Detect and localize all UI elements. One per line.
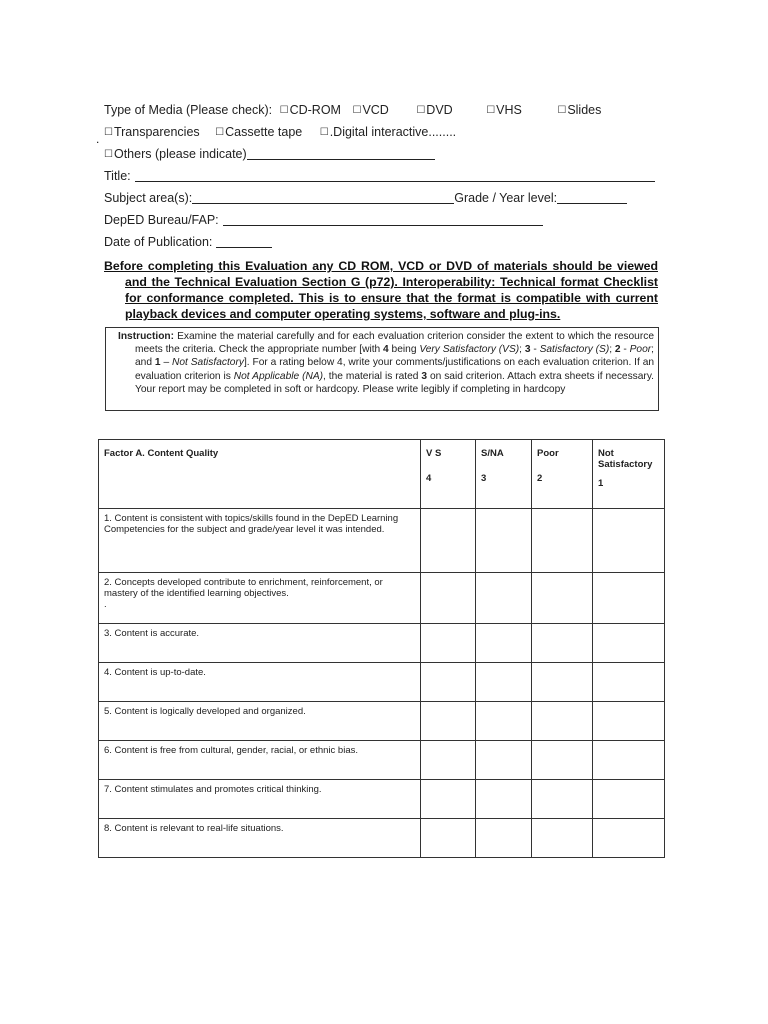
subject-label: Subject area(s): (104, 191, 193, 205)
rating-cell-4[interactable] (421, 624, 476, 663)
grade-field[interactable] (557, 191, 627, 204)
col-vs: V S 4 (421, 440, 476, 509)
criterion-text: 7. Content stimulates and promotes critical thinking. (99, 780, 421, 819)
pub-date-field[interactable] (216, 235, 272, 248)
rating-cell-4[interactable] (421, 702, 476, 741)
instruction-text: Examine the material carefully and for each evaluation criterion consider the extent to which (174, 331, 594, 342)
option-cassette-tape[interactable]: ☐Cassette tape (215, 125, 303, 139)
title-field[interactable] (135, 169, 655, 182)
col-poor: Poor 2 (532, 440, 593, 509)
instruction-text: the resource meets the criteria. Check the appropriate number [with (135, 331, 654, 356)
rating-label: Satisfactory (S) (539, 344, 610, 356)
rating-cell-2[interactable] (532, 663, 593, 702)
table-row (99, 819, 665, 858)
instruction-text: ; (609, 344, 615, 356)
subject-field[interactable] (192, 191, 454, 204)
media-type-label: Type of Media (Please check): (104, 103, 273, 117)
instruction-text: ]. For a rating below 4, write your comments/justifications on each evaluation criterion. If an evaluation criterion is (135, 357, 655, 382)
rating-cell-1[interactable] (593, 819, 665, 858)
rating-cell-1[interactable] (593, 780, 665, 819)
option-cd-rom[interactable]: ☐CD-ROM (279, 103, 341, 117)
rating-cell-3[interactable] (476, 819, 532, 858)
rating-cell-1[interactable] (593, 624, 665, 663)
rating-number: 3 (524, 344, 531, 356)
rating-cell-3[interactable] (476, 624, 532, 663)
col-sna: S/NA 3 (476, 440, 532, 509)
others-field[interactable] (247, 147, 435, 160)
criterion-text: 6. Content is free from cultural, gender, racial, or ethnic bias. (99, 741, 421, 780)
rating-cell-2[interactable] (532, 780, 593, 819)
rating-label: Not Satisfactory (172, 357, 244, 369)
rating-cell-3[interactable] (476, 573, 532, 624)
instruction-text: ; and (135, 344, 654, 369)
rating-cell-4[interactable] (421, 780, 476, 819)
instruction-text: , the material is rated (323, 370, 422, 382)
rating-cell-1[interactable] (593, 741, 665, 780)
option-slides[interactable]: ☐Slides (557, 103, 602, 117)
rating-cell-1[interactable] (593, 573, 665, 624)
rating-cell-3[interactable] (476, 780, 532, 819)
rating-label: Very Satisfactory (VS) (419, 344, 520, 356)
table-row (99, 780, 665, 819)
checkbox-icon: ☐ (104, 149, 113, 160)
checkbox-icon: ☐ (416, 105, 426, 116)
table-row (99, 624, 665, 663)
rating-cell-4[interactable] (421, 509, 476, 573)
rating-number: 4 (383, 344, 389, 356)
instruction-text: being (388, 344, 420, 356)
rating-cell-4[interactable] (421, 573, 476, 624)
media-type-row-1 (104, 103, 601, 117)
criterion-text: 1. Content is consistent with topics/skills found in the DepED Learning Competencies for the subject and grade/year level it was intended. (99, 509, 421, 573)
criterion-text: 5. Content is logically developed and organized. (99, 702, 421, 741)
instruction-box (105, 327, 659, 411)
rating-cell-1[interactable] (593, 663, 665, 702)
criterion-text: 2. Concepts developed contribute to enrichment, reinforcement, or mastery of the identified learning objectives. . (99, 573, 421, 624)
table-row (99, 741, 665, 780)
instruction-text: ; (519, 344, 525, 356)
checkbox-icon: ☐ (215, 127, 225, 138)
stray-mark: . (96, 132, 100, 146)
checkbox-icon: ☐ (319, 127, 329, 138)
checkbox-icon: ☐ (352, 105, 362, 116)
rating-number: 3 (421, 370, 428, 382)
checkbox-icon: ☐ (486, 105, 496, 116)
rating-cell-2[interactable] (532, 741, 593, 780)
rating-cell-4[interactable] (421, 663, 476, 702)
checkbox-icon: ☐ (557, 105, 567, 116)
rating-cell-2[interactable] (532, 624, 593, 663)
instruction-text: - (620, 344, 630, 356)
notice-paragraph (104, 258, 658, 322)
rating-cell-4[interactable] (421, 741, 476, 780)
checkbox-icon: ☐ (104, 127, 113, 138)
table-row (99, 702, 665, 741)
checkbox-icon: ☐ (279, 105, 289, 116)
rating-cell-3[interactable] (476, 741, 532, 780)
rating-cell-2[interactable] (532, 702, 593, 741)
option-vhs[interactable]: ☐VHS (486, 103, 522, 117)
bureau-label: DepED Bureau/FAP: (104, 213, 219, 227)
instruction-text: – (160, 357, 172, 369)
grade-label: Grade / Year level: (454, 191, 558, 205)
title-row (104, 169, 655, 183)
instruction-label: Instruction: (118, 331, 175, 342)
subject-row (104, 191, 627, 205)
option-digital-interactive[interactable]: ☐.Digital interactive........ (319, 125, 457, 139)
rating-cell-3[interactable] (476, 663, 532, 702)
rating-number: 2 (614, 344, 621, 356)
rating-cell-2[interactable] (532, 509, 593, 573)
notice-line-1: Before completing this Evaluation any CD ROM, VCD or DVD of materials should be viewed (104, 259, 658, 273)
factor-header: Factor A. Content Quality (99, 440, 421, 509)
title-label: Title: (104, 169, 131, 183)
option-dvd[interactable]: ☐DVD (416, 103, 453, 117)
rating-number: 1 (154, 357, 161, 369)
others-row (104, 147, 435, 161)
criterion-text: 4. Content is up-to-date. (99, 663, 421, 702)
rating-label: Not Applicable (NA) (233, 370, 324, 382)
notice-rest: and the Technical Evaluation Section G (p72). Interoperability: Technical format Checklist for conformance completed. This is to ensure that the format is compatible with current playback devices and computer operating systems, software and plug-ins. (125, 275, 658, 321)
bureau-field[interactable] (223, 213, 543, 226)
rating-cell-2[interactable] (532, 573, 593, 624)
col-not-satisfactory: Not Satisfactory 1 (593, 440, 665, 509)
option-transparencies[interactable]: ☐Transparencies (104, 125, 200, 139)
table-header-row (99, 440, 665, 509)
rating-cell-3[interactable] (476, 509, 532, 573)
table-row (99, 663, 665, 702)
rating-cell-2[interactable] (532, 819, 593, 858)
rating-cell-3[interactable] (476, 702, 532, 741)
media-type-row-2 (104, 125, 456, 139)
option-others[interactable]: ☐Others (please indicate) (104, 147, 247, 161)
rating-cell-1[interactable] (593, 509, 665, 573)
criterion-text: 8. Content is relevant to real-life situations. (99, 819, 421, 858)
criterion-text: 3. Content is accurate. (99, 624, 421, 663)
pub-date-label: Date of Publication: (104, 235, 213, 249)
bureau-row (104, 213, 543, 227)
option-vcd[interactable]: ☐VCD (352, 103, 389, 117)
instruction-text: on said criterion. Attach extra sheets if necessary. Your report may be completed in soft or hardcopy. Please write legibly if completing in hardcopy (135, 370, 654, 395)
content-quality-table (98, 439, 665, 858)
date-row (104, 235, 272, 249)
table-row (99, 509, 665, 573)
rating-label: Poor (629, 344, 652, 356)
instruction-text: - (530, 344, 540, 356)
rating-cell-4[interactable] (421, 819, 476, 858)
rating-cell-1[interactable] (593, 702, 665, 741)
table-row (99, 573, 665, 624)
